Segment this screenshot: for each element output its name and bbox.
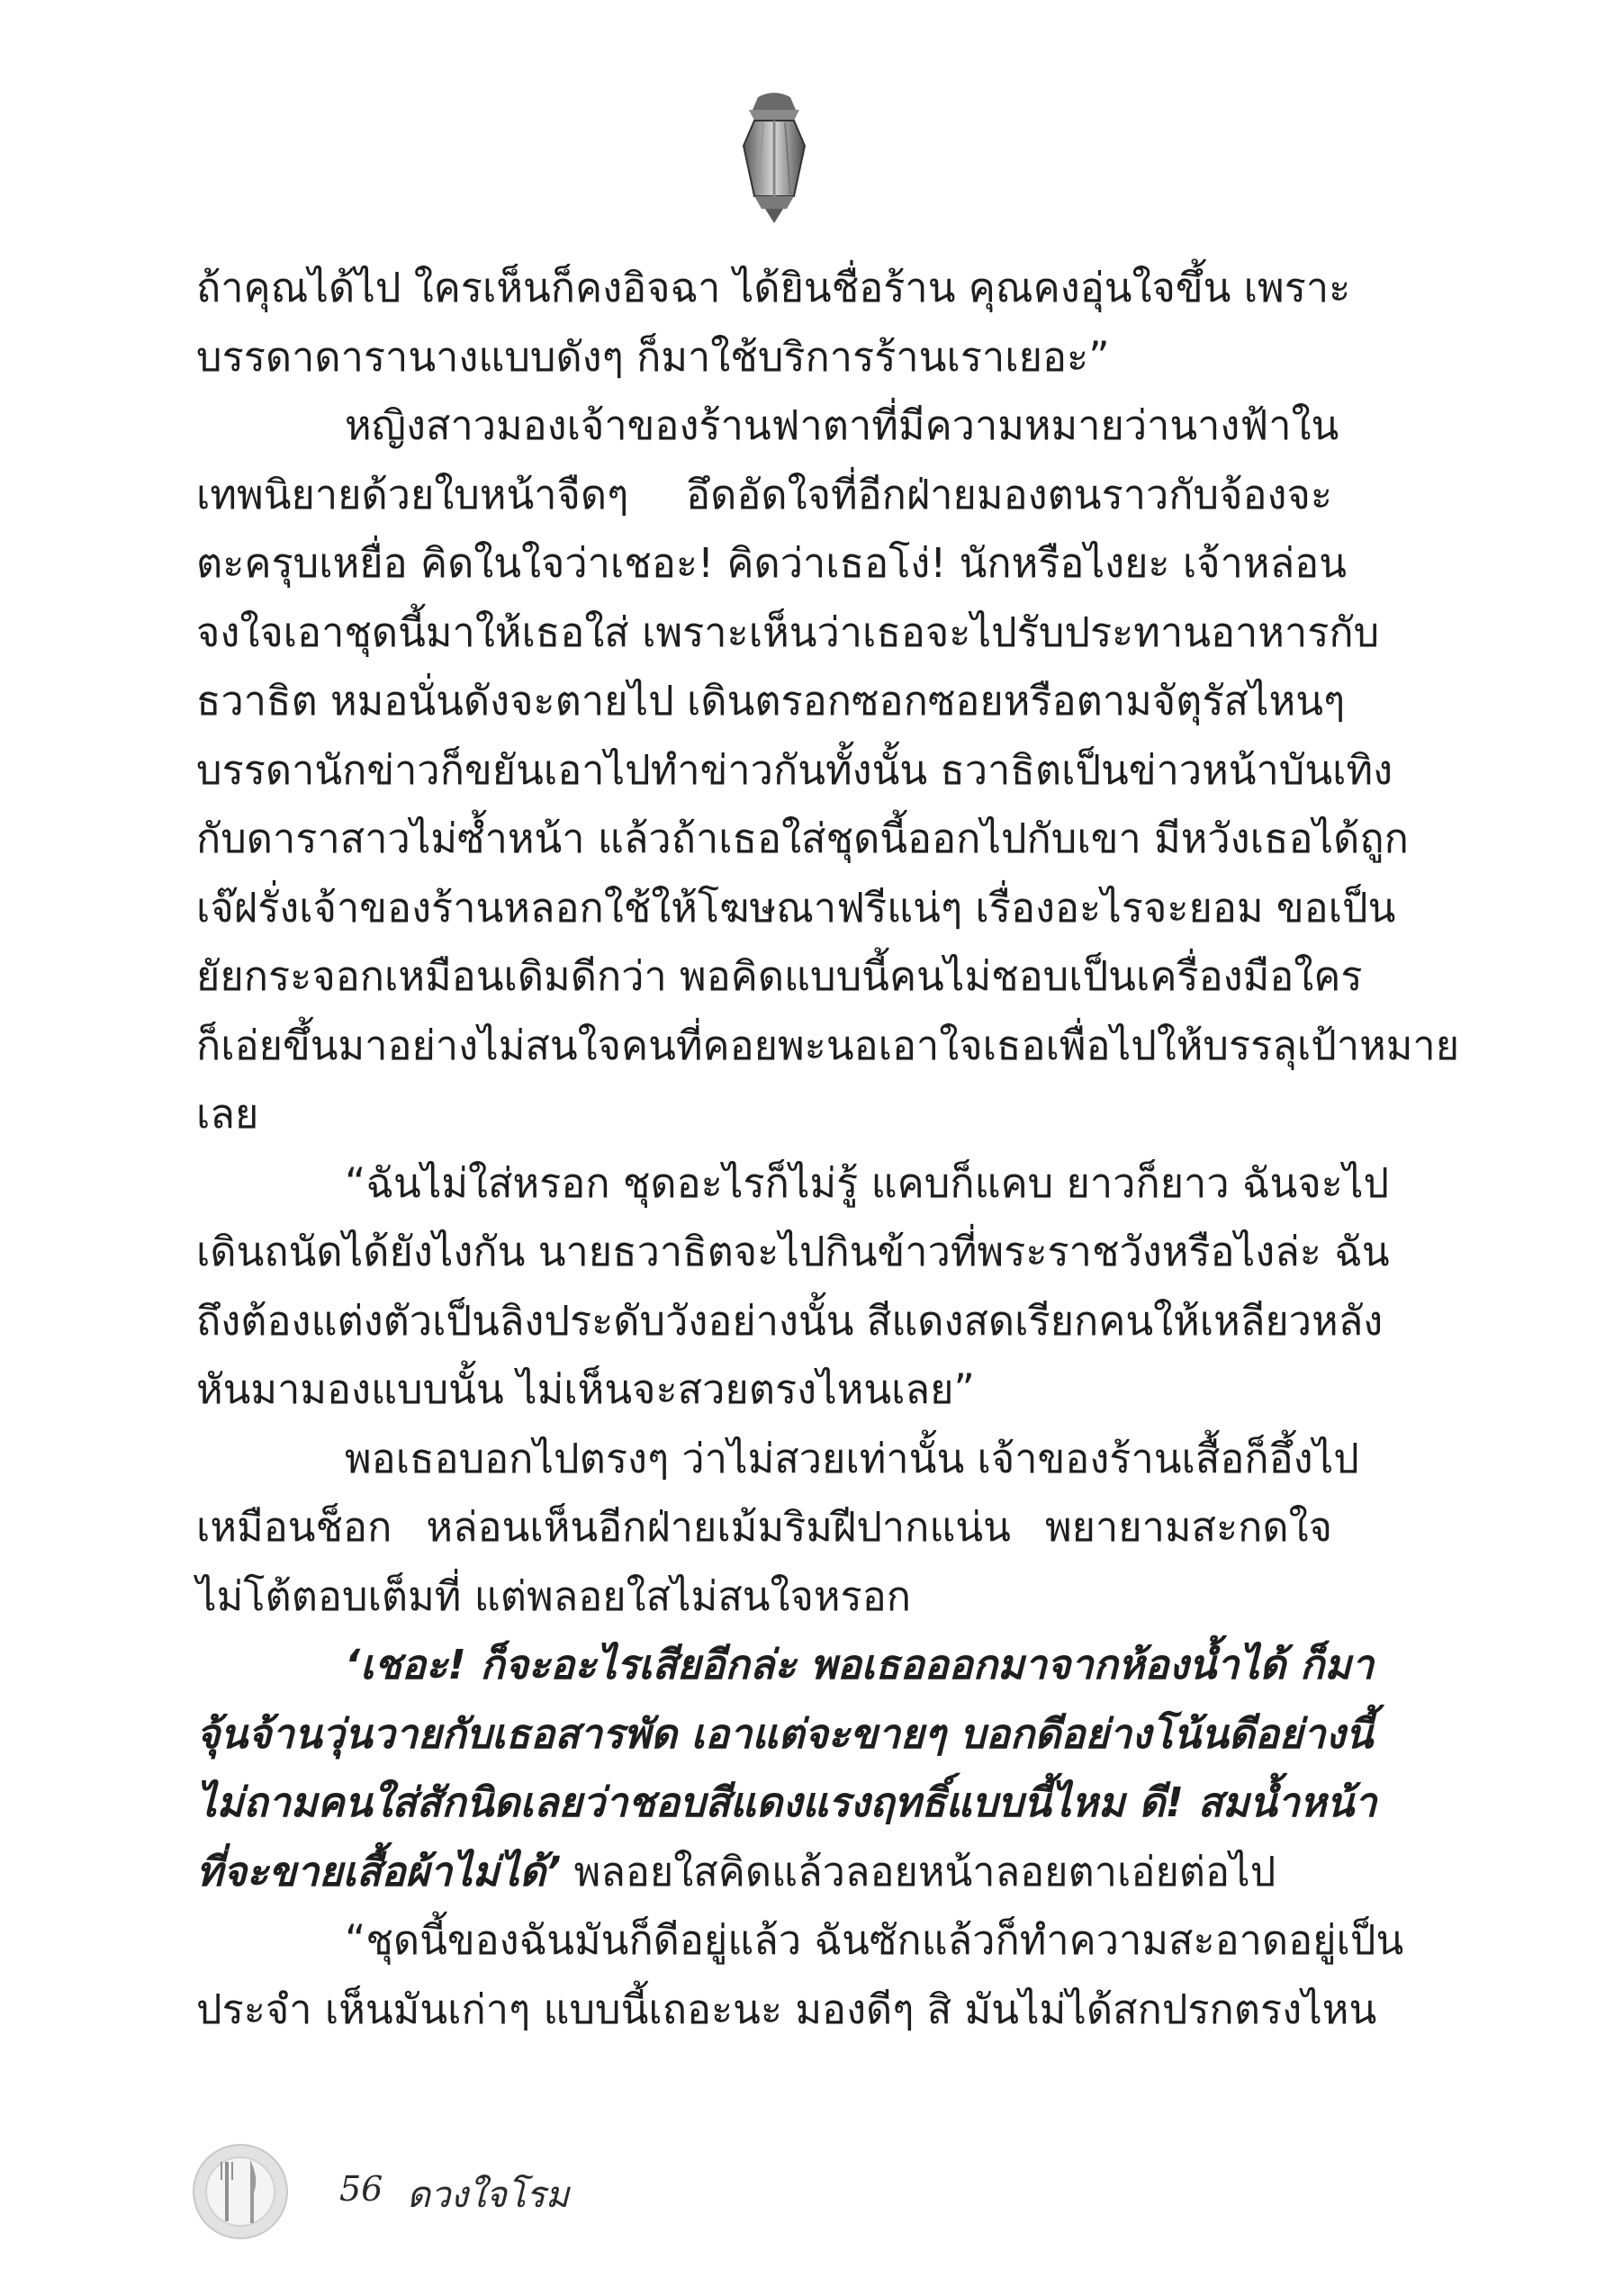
text-line: เดินถนัดได้ยังไงกัน นายธวาธิตจะไปกินข้าวที่พระราชวังหรือไงล่ะ ฉัน	[196, 1228, 1390, 1275]
text-line: ถึงต้องแต่งตัวเป็นลิงประดับวังอย่างนั้น สีแดงสดเรียกคนให้เหลียวหลัง	[196, 1296, 1384, 1345]
text-line: ‘เชอะ! ก็จะอะไรเสียอีกล่ะ พอเธอออกมาจากห้องน้ำได้ ก็มา	[345, 1641, 1375, 1688]
text-line: ก็เอ่ยขึ้นมาอย่างไม่สนใจคนที่คอยพะนอเอาใจเธอเพื่อไปให้บรรลุเป้าหมาย	[196, 1021, 1460, 1069]
text-line	[196, 1838, 1332, 1907]
text-line: บรรดานักข่าวก็ขยันเอาไปทำข่าวกันทั้งนั้น ธวาธิตเป็นข่าวหน้าบันเทิง	[196, 745, 1393, 794]
italic-thought: ที่จะขายเสื้อผ้าไม่ได้’	[196, 1847, 562, 1895]
text-line: “ชุดนี้ของฉันมันก็ดีอยู่แล้ว ฉันซักแล้วก็ทำความสะอาดอยู่เป็น	[345, 1916, 1404, 1964]
text-line: จงใจเอาชุดนี้มาให้เธอใส่ เพราะเห็นว่าเธอจะไปรับประทานอาหารกับ	[196, 608, 1380, 656]
text-line: หันมามองแบบนั้น ไม่เห็นจะสวยตรงไหนเลย”	[196, 1365, 975, 1413]
plate-cutlery-icon	[191, 2142, 290, 2241]
text-line: ธวาธิต หมอนั่นดังจะตายไป เดินตรอกซอกซอยหรือตามจัตุรัสไหนๆ	[196, 677, 1346, 725]
page-number: 56	[339, 2169, 383, 2209]
text-line: ไม่โต้ตอบเต็มที่ แต่พลอยใสไม่สนใจหรอก	[196, 1571, 912, 1620]
lantern-icon	[731, 90, 817, 225]
text-line: พอเธอบอกไปตรงๆ ว่าไม่สวยเท่านั้น เจ้าของร้านเสื้อก็อึ้งไป	[345, 1434, 1359, 1482]
book-title: ดวงใจโรม	[407, 2174, 570, 2216]
text-line: เทพนิยายด้วยใบหน้าจืดๆ อึดอัดใจที่อีกฝ่ายมองตนราวกับจ้องจะ	[196, 470, 1332, 518]
body-text	[196, 254, 1460, 2044]
text-line: เหมือนช็อก หล่อนเห็นอีกฝ่ายเม้มริมฝีปากแน่น พยายามสะกดใจ	[196, 1503, 1332, 1551]
text-line: ประจำ เห็นมันเก่าๆ แบบนี้เถอะนะ มองดีๆ สิ มันไม่ได้สกปรกตรงไหน	[196, 1985, 1377, 2033]
text-line: จุ้นจ้านวุ่นวายกับเธอสารพัด เอาแต่จะขายๆ บอกดีอย่างโน้นดีอย่างนี้	[196, 1709, 1374, 1758]
text-line: “ฉันไม่ใส่หรอก ชุดอะไรก็ไม่รู้ แคบก็แคบ ยาวก็ยาว ฉันจะไป	[345, 1158, 1390, 1207]
text-line: เลย	[196, 1090, 259, 1138]
text-line: หญิงสาวมองเจ้าของร้านฟาตาที่มีความหมายว่านางฟ้าใน	[345, 401, 1339, 449]
text-line: บรรดาดารานางแบบดังๆ ก็มาใช้บริการร้านเราเยอะ”	[196, 332, 1110, 381]
text-line: กับดาราสาวไม่ซ้ำหน้า แล้วถ้าเธอใส่ชุดนี้ออกไปกับเขา มีหวังเธอได้ถูก	[196, 815, 1409, 862]
text-line: เจ๊ฝรั่งเจ้าของร้านหลอกใช้ให้โฆษณาฟรีแน่ๆ เรื่องอะไรจะยอม ขอเป็น	[196, 883, 1396, 932]
narration: พลอยใสคิดแล้วลอยหน้าลอยตาเอ่ยต่อไป	[561, 1847, 1276, 1895]
text-line: ยัยกระจอกเหมือนเดิมดีกว่า พอคิดแบบนี้คนไม่ชอบเป็นเครื่องมือใคร	[196, 952, 1363, 1000]
text-line: ถ้าคุณได้ไป ใครเห็นก็คงอิจฉา ได้ยินชื่อร้าน คุณคงอุ่นใจขึ้น เพราะ	[196, 264, 1351, 311]
text-line: ไม่ถามคนใส่สักนิดเลยว่าชอบสีแดงแรงฤทธิ์แบบนี้ไหม ดี! สมน้ำหน้า	[196, 1778, 1377, 1826]
page-footer	[191, 2142, 821, 2241]
text-line: ตะครุบเหยื่อ คิดในใจว่าเชอะ! คิดว่าเธอโง่! นักหรือไงยะ เจ้าหล่อน	[196, 539, 1347, 587]
